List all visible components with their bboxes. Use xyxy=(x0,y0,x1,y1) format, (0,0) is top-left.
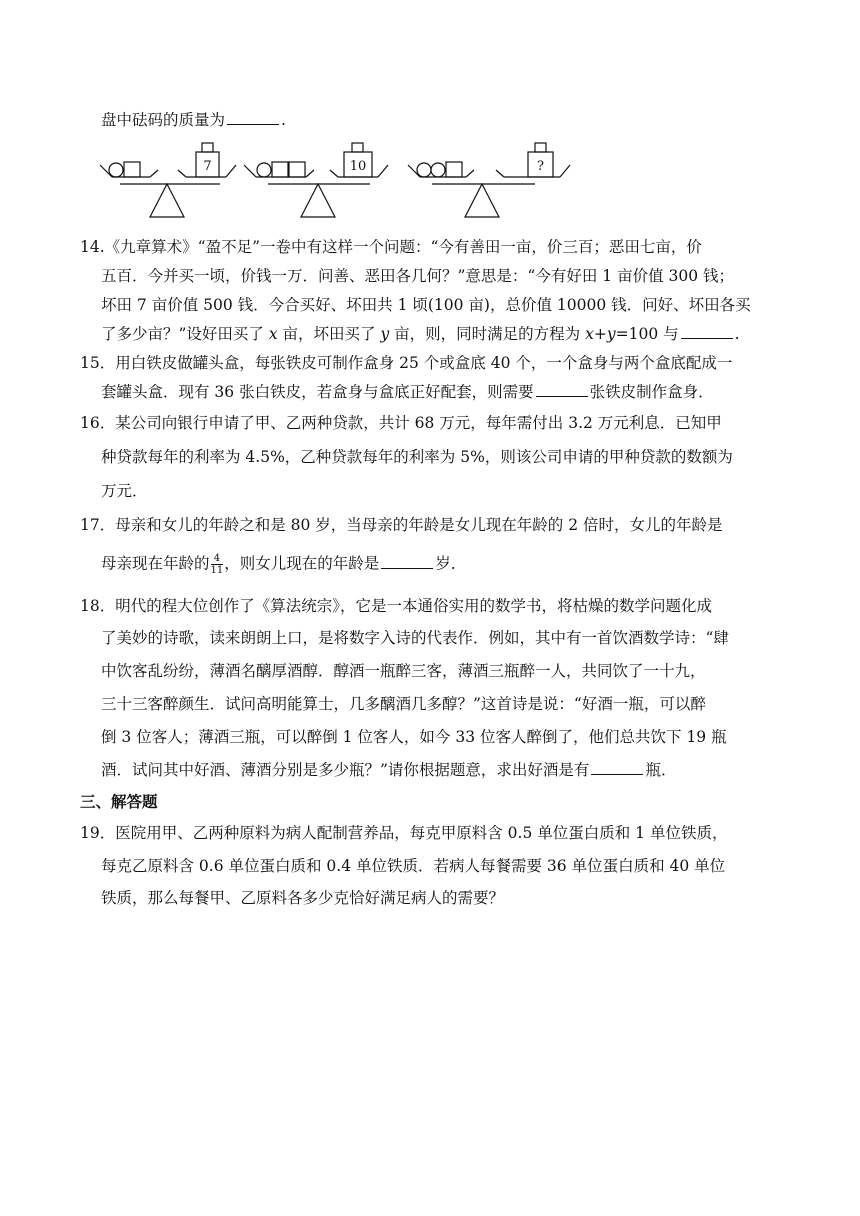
q19-line-1: 19．医院用甲、乙两种原料为病人配制营养品，每克甲原料含 0.5 单位蛋白质和 1 单位铁质， xyxy=(80,824,728,842)
q14-line-3: 坏田 7 亩价值 500 钱．今合买好、坏田共 1 顷(100 亩)，总价值 10000 钱．问好、坏田各买 xyxy=(101,296,751,314)
q19-line-2: 每克乙原料含 0.6 单位蛋白质和 0.4 单位铁质．若病人每餐需要 36 单位蛋白质和 40 单位 xyxy=(101,857,726,875)
balance-1-weight-label: 7 xyxy=(203,159,212,174)
equation-y: y xyxy=(606,325,616,343)
q13-tail-line xyxy=(101,110,286,130)
section-heading: 三、解答题 xyxy=(80,793,158,811)
q16-line-1: 16．某公司向银行申请了甲、乙两种贷款，共计 68 万元，每年需付出 3.2 万元利息．已知甲 xyxy=(80,414,722,432)
equation-x: x xyxy=(585,325,594,343)
q17-answer-blank[interactable] xyxy=(381,554,433,569)
q18-line-3: 中饮客乱纷纷，薄酒名醨厚酒醇．醇酒一瓶醉三客，薄酒三瓶醉一人，共同饮了一十九， xyxy=(101,662,706,680)
q17-line-2: 母亲现在年龄的 $\frac{4}{11}$ ，则女儿现在的年龄是 岁． xyxy=(101,553,467,576)
ball-weight xyxy=(417,163,431,177)
q18-line-2: 了美妙的诗歌，读来朗朗上口，是将数字入诗的代表作．例如，其中有一首饮酒数学诗：“肆 xyxy=(101,629,729,647)
balance-1 xyxy=(100,143,236,217)
square-weight xyxy=(272,162,288,177)
square-weight xyxy=(446,162,462,177)
q13-period: . xyxy=(281,111,286,129)
q18-line-5: 倒 3 位客人；薄酒三瓶，可以醉倒 1 位客人，如今 33 位客人醉倒了，他们总共饮下 19 瓶 xyxy=(101,728,727,746)
var-y: y xyxy=(380,325,390,343)
balance-figures xyxy=(0,140,860,220)
q16-line-2: 种贷款每年的利率为 4.5%，乙种贷款每年的利率为 5%，则该公司申请的甲种贷款的数额为 xyxy=(101,448,733,466)
q14-line-4: 了多少亩？”设好田买了 x 亩，坏田买了 y 亩，则，同时满足的方程为 x+y=100 与 . xyxy=(101,325,740,343)
q15-line-1: 15．用白铁皮做罐头盒，每张铁皮可制作盒身 25 个或盒底 40 个，一个盒身与两个盒底配成一 xyxy=(80,354,733,372)
ball-weight xyxy=(431,163,445,177)
ball-weight xyxy=(109,163,123,177)
q14-answer-blank[interactable] xyxy=(681,324,733,339)
q18-line-4: 三十三客醉颜生．试问高明能算士，几多醨酒几多醇？”这首诗是说：“好酒一瓶，可以醉 xyxy=(101,695,706,713)
q17-line-1: 17．母亲和女儿的年龄之和是 80 岁，当母亲的年龄是女儿现在年龄的 2 倍时，女儿的年龄是 xyxy=(80,516,723,534)
q19-line-3: 铁质，那么每餐甲、乙原料各多少克恰好满足病人的需要？ xyxy=(101,889,505,907)
balance-3-weight-label: ? xyxy=(537,159,544,174)
ball-weight xyxy=(257,163,271,177)
q18-line-6: 酒．试问其中好酒、薄酒分别是多少瓶？”请你根据题意，求出好酒是有 瓶． xyxy=(101,761,677,779)
balance-3 xyxy=(408,143,570,217)
q18-line-1: 18．明代的程大位创作了《算法统宗》，它是一本通俗实用的数学书，将枯燥的数学问题化成 xyxy=(80,597,712,615)
q18-answer-blank[interactable] xyxy=(591,760,643,775)
q14-line-2: 五百．今并买一顷，价钱一万．问善、恶田各几何？”意思是：“今有好田 1 亩价值 300 钱； xyxy=(101,267,735,285)
q15-answer-blank[interactable] xyxy=(536,382,588,397)
q16-line-3: 万元． xyxy=(101,482,148,500)
q13-text: 盘中砝码的质量为 xyxy=(101,111,226,129)
fraction-4-11: $\frac{4}{11}$ xyxy=(210,553,224,576)
balance-2 xyxy=(244,143,388,217)
q15-line-2: 套罐头盒．现有 36 张白铁皮，若盒身与盒底正好配套，则需要 张铁皮制作盒身． xyxy=(101,383,714,401)
var-x: x xyxy=(268,325,278,343)
q14-line-1: 14.《九章算术》“盈不足”一卷中有这样一个问题：“今有善田一亩，价三百；恶田七亩，价 xyxy=(80,238,702,256)
square-weight xyxy=(289,162,305,177)
square-weight xyxy=(124,162,140,177)
balance-2-weight-label: 10 xyxy=(349,159,367,174)
q13-answer-blank[interactable] xyxy=(227,110,279,125)
